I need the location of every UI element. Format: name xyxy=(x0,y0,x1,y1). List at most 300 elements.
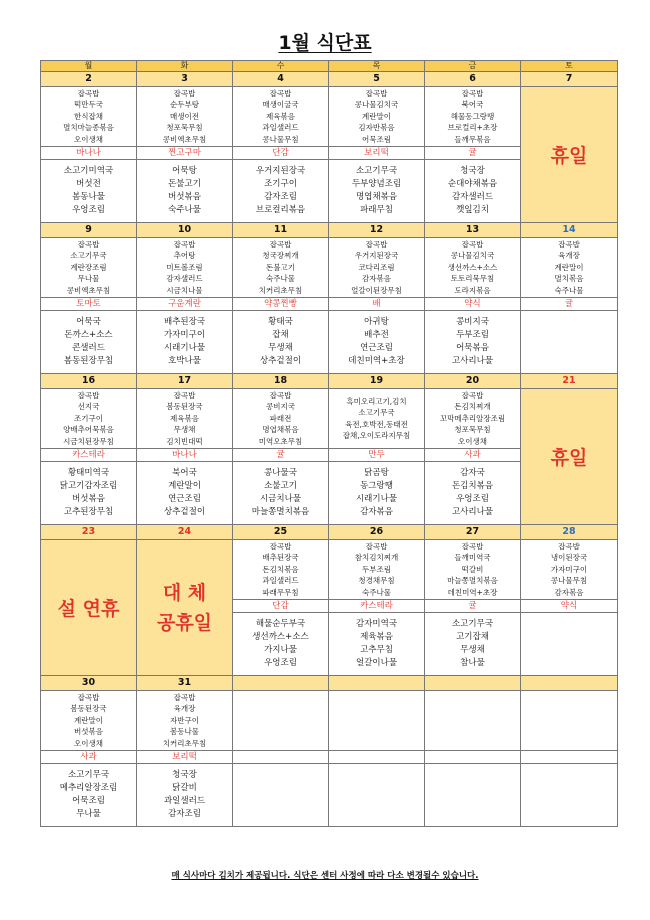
date-row xyxy=(41,223,618,238)
snack-cell: 귤 xyxy=(521,298,618,311)
dinner-cell xyxy=(329,764,425,827)
menu-item-list xyxy=(329,613,424,675)
menu-item: 고추무침 xyxy=(360,645,393,655)
lunch-cell xyxy=(329,87,425,147)
dinner-cell xyxy=(137,462,233,525)
menu-item: 돈김치볶음 xyxy=(451,481,494,491)
menu-item: 감자국 xyxy=(460,468,485,478)
snack-cell xyxy=(521,751,618,764)
menu-item: 육전,호박전,동태전 xyxy=(345,419,408,429)
menu-item: 잡곡밥 xyxy=(173,692,196,702)
menu-item: 냉이된장국 xyxy=(550,553,588,563)
snack-cell: 약콩찐빵 xyxy=(233,298,329,311)
lunch-menu-row xyxy=(41,389,618,449)
menu-item: 오이생채 xyxy=(458,436,487,446)
lunch-cell xyxy=(329,238,425,298)
menu-item-list xyxy=(425,389,520,448)
menu-item-list xyxy=(41,87,136,146)
menu-item: 감자볶음 xyxy=(360,507,393,517)
date-cell: 26 xyxy=(329,525,425,540)
snack-cell: 약식 xyxy=(425,298,521,311)
menu-item: 돈불고기 xyxy=(168,179,201,189)
menu-item: 닭곰탕 xyxy=(364,468,389,478)
snack-cell: 귤 xyxy=(233,449,329,462)
weekday-label: 화 xyxy=(137,61,233,72)
menu-item: 고기잡채 xyxy=(456,632,489,642)
lunch-cell xyxy=(137,691,233,751)
snack-cell: 귤 xyxy=(425,147,521,160)
lunch-cell xyxy=(425,87,521,147)
menu-item-list xyxy=(521,238,617,297)
lunch-menu-row xyxy=(41,87,618,147)
menu-item: 생선까스+소스 xyxy=(447,262,498,272)
menu-item: 소고기무국 xyxy=(358,408,395,417)
menu-item: 치커리초무침 xyxy=(162,738,207,748)
date-cell: 12 xyxy=(329,223,425,238)
menu-item: 콩나물김치국 xyxy=(354,100,399,110)
snack-cell: 보리떡 xyxy=(137,751,233,764)
date-cell xyxy=(329,676,425,691)
menu-item: 멸치볶음 xyxy=(554,274,584,284)
menu-item: 제육볶음 xyxy=(170,413,199,423)
snack-row xyxy=(41,298,618,311)
dinner-cell xyxy=(137,311,233,374)
menu-item: 추어탕 xyxy=(173,251,196,261)
date-cell: 13 xyxy=(425,223,521,238)
dinner-cell xyxy=(233,311,329,374)
menu-item: 파래전 xyxy=(269,413,292,423)
dinner-cell xyxy=(41,462,137,525)
menu-item: 잡곡밥 xyxy=(173,88,196,98)
menu-item: 감자조림 xyxy=(168,809,201,819)
menu-item-list xyxy=(137,764,232,826)
menu-item: 브로컬리볶음 xyxy=(255,205,306,215)
menu-item-list xyxy=(521,540,617,599)
menu-item: 참치김치찌개 xyxy=(354,553,399,563)
lunch-cell xyxy=(521,540,618,600)
menu-item-list xyxy=(233,389,328,448)
menu-item: 어묵탕 xyxy=(172,166,197,176)
holiday-label: 설 연휴 xyxy=(57,598,120,620)
menu-item: 고사리나물 xyxy=(451,356,494,366)
menu-item: 잡곡밥 xyxy=(461,541,484,551)
weekday-label: 월 xyxy=(41,61,137,72)
menu-item: 떡갈비 xyxy=(461,564,484,574)
snack-cell: 바나나 xyxy=(41,147,137,160)
menu-item-list xyxy=(41,462,136,524)
menu-item: 무나물 xyxy=(77,274,100,284)
menu-item: 떡만두국 xyxy=(74,100,103,110)
menu-item: 가자미구이 xyxy=(550,564,588,574)
menu-item: 숙주나물 xyxy=(554,285,584,295)
menu-item-list xyxy=(137,691,232,750)
menu-item: 연근조림 xyxy=(168,494,201,504)
menu-item: 봄동된장무침 xyxy=(63,356,114,366)
date-cell: 2 xyxy=(41,72,137,87)
menu-item-list xyxy=(329,238,424,297)
dinner-menu-row xyxy=(41,764,618,827)
menu-item: 청포묵무침 xyxy=(454,425,491,435)
menu-item: 해물순두부국 xyxy=(255,619,306,629)
lunch-cell xyxy=(425,540,521,600)
holiday-label: 공휴일 xyxy=(156,611,213,634)
date-cell: 9 xyxy=(41,223,137,238)
menu-item: 과일샐러드 xyxy=(163,796,206,806)
menu-item: 들깨무볶음 xyxy=(454,134,491,144)
menu-item-list xyxy=(425,87,520,146)
menu-item: 시래기나물 xyxy=(163,343,206,353)
menu-item: 연근조림 xyxy=(360,343,393,353)
menu-item: 잡곡밥 xyxy=(77,88,100,98)
menu-item: 소고기미역국 xyxy=(63,166,114,176)
menu-item: 시금치나물 xyxy=(166,285,203,295)
dinner-cell xyxy=(41,311,137,374)
menu-item: 잡곡밥 xyxy=(173,390,196,400)
menu-item: 매생이전 xyxy=(170,111,199,121)
menu-item: 치커리초무침 xyxy=(258,285,303,295)
menu-item: 콘샐러드 xyxy=(72,343,105,353)
menu-calendar-table xyxy=(40,60,618,827)
menu-item: 배추된장국 xyxy=(163,317,206,327)
date-cell xyxy=(233,676,329,691)
menu-item-list xyxy=(233,462,328,524)
menu-item: 북어국 xyxy=(172,468,197,478)
menu-item: 감자볶음 xyxy=(362,274,391,284)
date-cell: 23 xyxy=(41,525,137,540)
lunch-cell xyxy=(137,389,233,449)
menu-item: 과일샐러드 xyxy=(262,576,299,586)
menu-item-list xyxy=(233,87,328,146)
menu-item: 잡곡밥 xyxy=(558,541,580,551)
menu-item: 브로컬리+초장 xyxy=(447,123,498,133)
date-cell: 31 xyxy=(137,676,233,691)
menu-item: 숙주나물 xyxy=(266,274,295,284)
menu-item: 숙주나물 xyxy=(362,587,391,597)
menu-item: 조기구이 xyxy=(264,179,297,189)
menu-item: 과일샐러드 xyxy=(262,123,299,133)
menu-item: 명엽채볶음 xyxy=(355,192,398,202)
menu-item: 콩나물무침 xyxy=(550,576,588,586)
menu-item: 상추겉절이 xyxy=(163,507,206,517)
menu-item: 감자샐러드 xyxy=(451,192,494,202)
menu-item: 봄동나물 xyxy=(170,727,199,737)
menu-item: 우거지된장국 xyxy=(354,251,399,261)
menu-item: 순대야채볶음 xyxy=(447,179,498,189)
lunch-menu-row xyxy=(41,691,618,751)
menu-item: 계란말이 xyxy=(74,715,103,725)
snack-cell: 카스테라 xyxy=(41,449,137,462)
date-cell: 11 xyxy=(233,223,329,238)
menu-item: 멸치마늘종볶음 xyxy=(63,123,114,133)
dinner-cell xyxy=(329,160,425,223)
menu-item: 소고기무국 xyxy=(451,619,494,629)
menu-item: 감자미역국 xyxy=(355,619,398,629)
menu-item: 버섯볶음 xyxy=(168,192,201,202)
dinner-cell xyxy=(425,613,521,676)
menu-item: 한식잡채 xyxy=(74,111,103,121)
snack-cell: 만두 xyxy=(329,449,425,462)
holiday-cell xyxy=(521,87,618,223)
menu-item-list xyxy=(425,311,520,373)
page-title: 1월 식단표 xyxy=(278,32,372,54)
menu-item: 매생이굴국 xyxy=(262,100,299,110)
holiday-label: 대 체 xyxy=(162,581,207,604)
snack-cell: 약식 xyxy=(521,600,618,613)
menu-item: 메추리알장조림 xyxy=(59,783,118,793)
dinner-cell xyxy=(521,311,618,374)
menu-item: 가지나물 xyxy=(264,645,297,655)
menu-item-list xyxy=(41,311,136,373)
menu-item: 잡곡밥 xyxy=(77,390,100,400)
menu-item: 얼갈이나물 xyxy=(355,658,398,668)
date-cell: 24 xyxy=(137,525,233,540)
menu-item: 잡곡밥 xyxy=(269,390,292,400)
dinner-cell xyxy=(137,764,233,827)
menu-item: 잡채,오이도라지무침 xyxy=(342,431,411,440)
date-cell xyxy=(521,676,618,691)
menu-item: 꼬막메추리알장조림 xyxy=(439,413,506,423)
menu-item: 콩비엑초무침 xyxy=(66,285,111,295)
snack-cell xyxy=(425,751,521,764)
menu-item: 잡곡밥 xyxy=(269,239,292,249)
snack-cell: 단감 xyxy=(233,147,329,160)
menu-item: 자반구이 xyxy=(170,715,199,725)
menu-item: 토토리묵무침 xyxy=(450,274,495,284)
menu-item: 마늘쫑멸치볶음 xyxy=(251,507,310,517)
dinner-cell xyxy=(329,613,425,676)
menu-item: 북어국 xyxy=(461,100,484,110)
lunch-cell xyxy=(41,691,137,751)
lunch-cell xyxy=(233,389,329,449)
menu-item: 콩나물국 xyxy=(264,468,297,478)
menu-item: 봄동된장국 xyxy=(166,402,203,412)
date-cell: 30 xyxy=(41,676,137,691)
menu-item-list xyxy=(137,87,232,146)
dinner-cell xyxy=(233,613,329,676)
lunch-cell xyxy=(233,691,329,751)
menu-item: 잡곡밥 xyxy=(365,88,388,98)
menu-item: 고추된장무침 xyxy=(63,507,114,517)
menu-item-list xyxy=(329,160,424,222)
menu-item: 돈김치볶음 xyxy=(262,564,299,574)
menu-item: 청국장 xyxy=(172,770,197,780)
menu-item: 감자조림 xyxy=(264,192,297,202)
menu-item: 양배추어묵볶음 xyxy=(63,425,114,435)
lunch-cell xyxy=(41,87,137,147)
weekday-label: 목 xyxy=(329,61,425,72)
menu-item: 계란말이 xyxy=(362,111,391,121)
date-cell: 17 xyxy=(137,374,233,389)
menu-item: 잡채 xyxy=(272,330,289,340)
menu-item-list xyxy=(41,389,136,448)
lunch-cell xyxy=(233,540,329,600)
menu-item: 얼갈이된장무침 xyxy=(351,285,402,295)
menu-item-list xyxy=(41,160,136,222)
date-cell: 25 xyxy=(233,525,329,540)
menu-item: 오이생채 xyxy=(74,134,103,144)
menu-item-list xyxy=(233,160,328,222)
menu-item: 숙주나물 xyxy=(168,205,201,215)
menu-item: 무생채 xyxy=(268,343,293,353)
dinner-cell xyxy=(233,764,329,827)
menu-item: 봄동나물 xyxy=(72,192,105,202)
menu-item-list xyxy=(329,540,424,599)
menu-item: 배추된장국 xyxy=(262,553,299,563)
menu-item: 배추전 xyxy=(364,330,389,340)
menu-item: 소고기무국 xyxy=(355,166,398,176)
menu-item: 콩나물무침 xyxy=(262,134,299,144)
menu-item: 김자반볶음 xyxy=(358,123,395,133)
menu-item: 계란말이 xyxy=(554,262,584,272)
menu-item: 돈김치찌개 xyxy=(454,402,491,412)
menu-item: 두부양념조림 xyxy=(351,179,402,189)
footer-note: 매 식사마다 김치가 제공됩니다. 식단은 센터 사정에 따라 다소 변경될수 있습니다. xyxy=(171,871,479,881)
dinner-cell xyxy=(329,311,425,374)
menu-item: 시금치된장무침 xyxy=(63,436,114,446)
menu-item: 데친미역+초장 xyxy=(348,356,405,366)
menu-item: 해물동그랑땡 xyxy=(450,111,495,121)
menu-item-list xyxy=(329,87,424,146)
menu-item-list xyxy=(425,238,520,297)
menu-item: 고사리나물 xyxy=(451,507,494,517)
menu-item: 참나물 xyxy=(460,658,485,668)
menu-item: 콩비지국 xyxy=(456,317,489,327)
snack-cell: 사과 xyxy=(425,449,521,462)
lunch-cell xyxy=(41,389,137,449)
date-cell: 18 xyxy=(233,374,329,389)
date-row xyxy=(41,72,618,87)
menu-item: 봄동된장국 xyxy=(70,704,107,714)
dinner-menu-row xyxy=(41,311,618,374)
menu-item-list xyxy=(137,389,232,448)
weekday-header-row xyxy=(41,61,618,72)
menu-item: 깻잎김치 xyxy=(456,205,489,215)
menu-item: 조기구이 xyxy=(74,413,103,423)
dinner-cell xyxy=(521,613,618,676)
menu-item: 감자샐러드 xyxy=(166,274,203,284)
date-cell: 3 xyxy=(137,72,233,87)
menu-item: 잡곡밥 xyxy=(269,88,292,98)
date-row xyxy=(41,525,618,540)
dinner-cell xyxy=(425,311,521,374)
lunch-cell xyxy=(233,87,329,147)
snack-cell: 토마토 xyxy=(41,298,137,311)
menu-item: 청경채무침 xyxy=(358,576,395,586)
weekday-label: 수 xyxy=(233,61,329,72)
menu-item: 잡곡밥 xyxy=(77,239,100,249)
dinner-cell xyxy=(233,462,329,525)
holiday-cell xyxy=(137,540,233,676)
menu-item: 콩비엑초무침 xyxy=(162,134,207,144)
menu-item: 마늘쫑멸치볶음 xyxy=(447,576,498,586)
dinner-cell xyxy=(137,160,233,223)
lunch-cell xyxy=(137,238,233,298)
menu-item: 버섯볶음 xyxy=(74,727,103,737)
menu-item: 김치빈대떡 xyxy=(166,436,203,446)
menu-item: 어묵볶음 xyxy=(456,343,489,353)
menu-item: 잡곡밥 xyxy=(461,390,484,400)
menu-item: 계란장조림 xyxy=(70,262,107,272)
snack-row xyxy=(41,751,618,764)
lunch-menu-row xyxy=(41,540,618,600)
date-row xyxy=(41,374,618,389)
date-cell: 28 xyxy=(521,525,618,540)
date-row xyxy=(41,676,618,691)
menu-item: 순두부탕 xyxy=(170,100,199,110)
date-cell: 19 xyxy=(329,374,425,389)
menu-item: 청국장찌개 xyxy=(262,251,299,261)
menu-item-list xyxy=(137,462,232,524)
menu-item-list xyxy=(137,238,232,297)
menu-item: 우엉조림 xyxy=(456,494,489,504)
menu-item: 도라지볶음 xyxy=(454,285,491,295)
lunch-cell xyxy=(425,238,521,298)
menu-item: 파래무무침 xyxy=(262,587,299,597)
lunch-cell xyxy=(329,691,425,751)
snack-cell: 단감 xyxy=(233,600,329,613)
menu-item: 콩비지국 xyxy=(266,402,295,412)
menu-item-list xyxy=(329,389,424,448)
menu-item: 잡곡밥 xyxy=(77,692,100,702)
menu-item: 우엉조림 xyxy=(72,205,105,215)
menu-item: 돈불고기 xyxy=(266,262,295,272)
date-cell: 21 xyxy=(521,374,618,389)
lunch-cell xyxy=(425,389,521,449)
menu-item-list xyxy=(425,462,520,524)
menu-item: 계란말이 xyxy=(168,481,201,491)
dinner-cell xyxy=(425,462,521,525)
menu-item: 소고기무국 xyxy=(67,770,110,780)
lunch-cell xyxy=(41,238,137,298)
lunch-cell xyxy=(521,238,618,298)
date-cell: 4 xyxy=(233,72,329,87)
menu-item-list xyxy=(233,311,328,373)
menu-item: 상추겉절이 xyxy=(259,356,302,366)
menu-item: 버섯전 xyxy=(76,179,101,189)
menu-item: 명엽채볶음 xyxy=(262,425,299,435)
date-cell: 14 xyxy=(521,223,618,238)
menu-item: 잡곡밥 xyxy=(269,541,292,551)
menu-item-list xyxy=(329,462,424,524)
menu-item: 어묵조림 xyxy=(72,796,105,806)
date-cell: 20 xyxy=(425,374,521,389)
menu-item: 무생채 xyxy=(173,425,196,435)
snack-cell: 보리떡 xyxy=(329,147,425,160)
holiday-cell xyxy=(521,389,618,525)
menu-item: 잡곡밥 xyxy=(365,541,388,551)
menu-item: 청포묵무침 xyxy=(166,123,203,133)
dinner-cell xyxy=(425,764,521,827)
lunch-menu-row xyxy=(41,238,618,298)
menu-item-list xyxy=(41,691,136,750)
lunch-cell xyxy=(233,238,329,298)
snack-cell xyxy=(233,751,329,764)
menu-item: 아귀탕 xyxy=(364,317,389,327)
menu-item: 생선까스+소스 xyxy=(252,632,309,642)
menu-item: 콩나물김치국 xyxy=(450,251,495,261)
menu-item: 우거지된장국 xyxy=(255,166,306,176)
menu-item: 잡곡밥 xyxy=(461,88,484,98)
snack-cell: 배 xyxy=(329,298,425,311)
menu-item-list xyxy=(425,160,520,222)
lunch-cell xyxy=(137,87,233,147)
menu-item: 소고기무국 xyxy=(70,251,107,261)
snack-cell: 귤 xyxy=(425,600,521,613)
lunch-cell xyxy=(329,540,425,600)
menu-item: 동그랑땡 xyxy=(360,481,393,491)
menu-item: 무생채 xyxy=(460,645,485,655)
snack-cell: 카스테라 xyxy=(329,600,425,613)
